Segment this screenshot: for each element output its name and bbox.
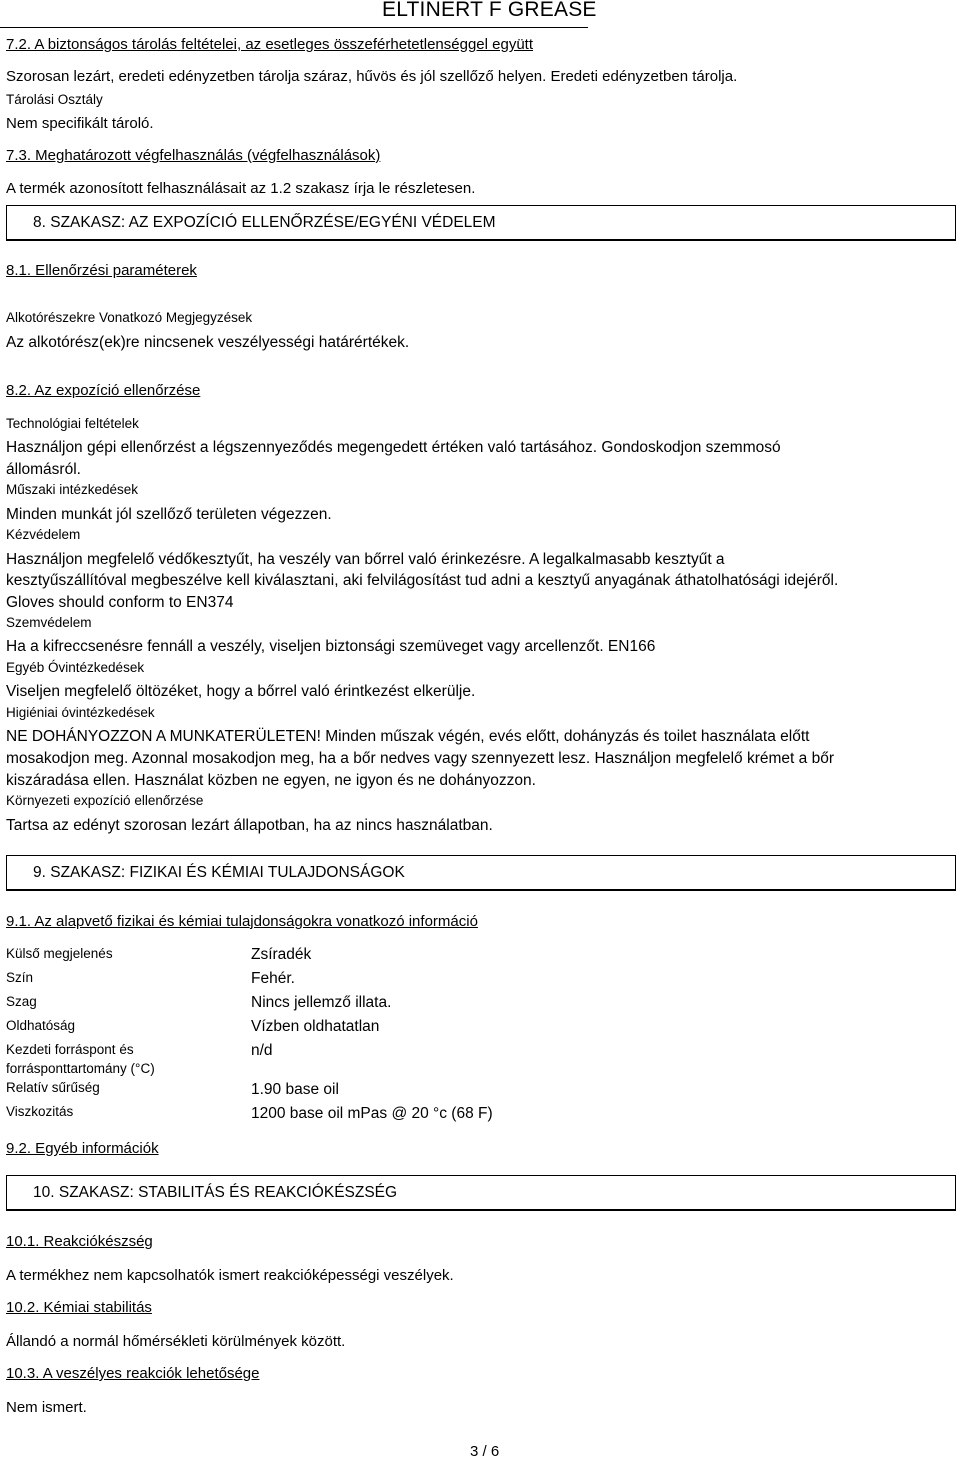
- eye-protection-text: Ha a kifreccsenésre fennáll a veszély, viseljen biztonsági szemüveget vagy arcellenzőt. EN166: [6, 638, 656, 655]
- hygiene-measures-label: Higiéniai óvintézkedések: [6, 705, 155, 720]
- section-9-2-heading: 9.2. Egyéb információk: [6, 1140, 159, 1157]
- property-label: Oldhatóság: [6, 1018, 76, 1033]
- section-8-title: 8. SZAKASZ: AZ EXPOZÍCIÓ ELLENŐRZÉSE/EGYÉNI VÉDELEM: [33, 214, 496, 231]
- section-7-2-heading: 7.2. A biztonságos tárolás feltételei, az esetleges összeférhetetlenséggel együtt: [6, 36, 534, 53]
- section-7-3-heading: 7.3. Meghatározott végfelhasználás (végfelhasználások): [6, 147, 381, 164]
- storage-class-label: Tárolási Osztály: [6, 92, 103, 107]
- section-10-3-text: Nem ismert.: [6, 1399, 87, 1416]
- section-10-band: [6, 1175, 956, 1211]
- environmental-exposure-text: Tartsa az edényt szorosan lezárt állapotban, ha az nincs használatban.: [6, 817, 493, 834]
- property-label-continued: forrásponttartomány (°C): [6, 1061, 155, 1076]
- property-value: Zsíradék: [251, 946, 312, 963]
- section-8-2-heading: 8.2. Az expozíció ellenőrzése: [6, 382, 201, 399]
- property-label: Relatív sűrűség: [6, 1080, 100, 1095]
- hygiene-measures-line-3: kiszáradása ellen. Használat közben ne egyen, ne igyon és ne dohányozzon.: [6, 772, 536, 789]
- property-value: Vízben oldhatatlan: [251, 1018, 380, 1035]
- section-7-2-text: Szorosan lezárt, eredeti edényzetben tárolja száraz, hűvös és jól szellőző helyen. Eredeti edényzetben tárolja.: [6, 68, 738, 85]
- environmental-exposure-label: Környezeti expozíció ellenőrzése: [6, 793, 204, 808]
- hand-protection-line-2: kesztyűszállítóval megbeszélve kell kiválasztani, aki felvilágosítást tud adni a kesztyű anyagának áthatolhatósági idejéről.: [6, 572, 839, 589]
- technical-conditions-label: Technológiai feltételek: [6, 416, 139, 431]
- section-10-title: 10. SZAKASZ: STABILITÁS ÉS REAKCIÓKÉSZSÉG: [33, 1184, 398, 1201]
- hand-protection-label: Kézvédelem: [6, 527, 81, 542]
- section-9-band: [6, 855, 956, 891]
- component-notes-text: Az alkotórész(ek)re nincsenek veszélyességi határértékek.: [6, 334, 410, 351]
- engineering-measures-label: Műszaki intézkedések: [6, 482, 139, 497]
- section-9-1-heading: 9.1. Az alapvető fizikai és kémiai tulajdonságokra vonatkozó információ: [6, 913, 478, 930]
- section-9-title: 9. SZAKASZ: FIZIKAI ÉS KÉMIAI TULAJDONSÁGOK: [33, 864, 405, 881]
- document-product-name: ELTINERT F GREASE: [382, 0, 597, 21]
- property-label: Viszkozitás: [6, 1104, 74, 1119]
- section-8-band: [6, 205, 956, 241]
- storage-class-value: Nem specifikált tároló.: [6, 115, 154, 132]
- section-8-1-heading: 8.1. Ellenőrzési paraméterek: [6, 262, 197, 279]
- property-value: 1.90 base oil: [251, 1081, 339, 1098]
- hygiene-measures-line-1: NE DOHÁNYOZZON A MUNKATERÜLETEN! Minden műszak végén, evés előtt, dohányzás és toilet használata előtt: [6, 728, 810, 745]
- page-number: 3 / 6: [470, 1443, 500, 1460]
- other-precautions-label: Egyéb Óvintézkedések: [6, 660, 145, 675]
- technical-conditions-line-2: állomásról.: [6, 461, 81, 478]
- section-7-3-text: A termék azonosított felhasználásait az 1.2 szakasz írja le részletesen.: [6, 180, 476, 197]
- section-10-2-text: Állandó a normál hőmérsékleti körülmények között.: [6, 1333, 346, 1350]
- hand-protection-line-3: Gloves should conform to EN374: [6, 594, 234, 611]
- hand-protection-line-1: Használjon megfelelő védőkesztyűt, ha veszély van bőrrel való érinkezésre. A legalkalmasabb kesztyűt a: [6, 551, 725, 568]
- property-value: Fehér.: [251, 970, 295, 987]
- property-label: Szag: [6, 994, 37, 1009]
- hygiene-measures-line-2: mosakodjon meg. Azonnal mosakodjon meg, ha a bőr nedves vagy szennyezett lesz. Használjon megfelelő krémet a bőr: [6, 750, 834, 767]
- engineering-measures-text: Minden munkát jól szellőző területen végezzen.: [6, 506, 332, 523]
- property-value: 1200 base oil mPas @ 20 °c (68 F): [251, 1105, 493, 1122]
- component-notes-label: Alkotórészekre Vonatkozó Megjegyzések: [6, 310, 253, 325]
- property-label: Külső megjelenés: [6, 946, 113, 961]
- property-label: Kezdeti forráspont és: [6, 1042, 134, 1057]
- section-10-2-heading: 10.2. Kémiai stabilitás: [6, 1299, 152, 1316]
- property-value: Nincs jellemző illata.: [251, 994, 392, 1011]
- header-rule: [0, 27, 588, 28]
- technical-conditions-line-1: Használjon gépi ellenőrzést a légszennyeződés megengedett értéken való tartásához. Gondoskodjon szemmosó: [6, 439, 781, 456]
- section-10-1-heading: 10.1. Reakciókészség: [6, 1233, 153, 1250]
- section-10-1-text: A termékhez nem kapcsolhatók ismert reakcióképességi veszélyek.: [6, 1267, 454, 1284]
- property-value: n/d: [251, 1042, 273, 1059]
- section-10-3-heading: 10.3. A veszélyes reakciók lehetősége: [6, 1365, 260, 1382]
- property-label: Szín: [6, 970, 34, 985]
- other-precautions-text: Viseljen megfelelő öltözéket, hogy a bőrrel való érintkezést elkerülje.: [6, 683, 476, 700]
- eye-protection-label: Szemvédelem: [6, 615, 92, 630]
